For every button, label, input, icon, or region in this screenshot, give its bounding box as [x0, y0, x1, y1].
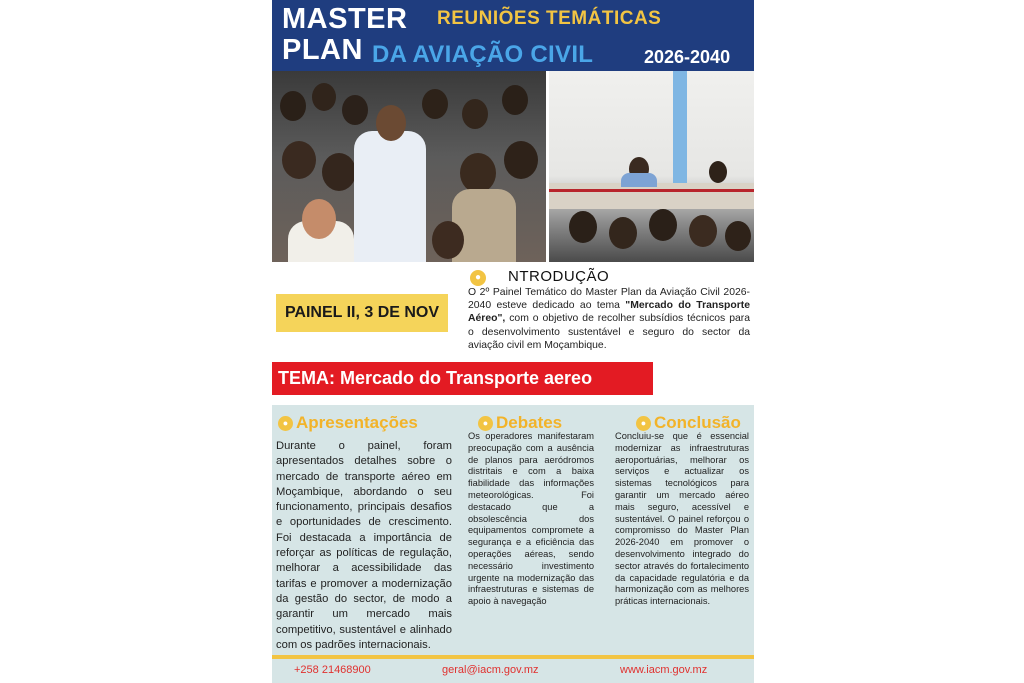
debates-title: Debates — [496, 413, 563, 432]
presentation-icon: ● — [278, 416, 293, 431]
debate-icon: ● — [478, 416, 493, 431]
person-icon: ● — [470, 270, 486, 286]
conclusion-icon: ● — [636, 416, 651, 431]
debates-heading — [478, 413, 562, 433]
tema-banner: TEMA: Mercado do Transporte aereo — [272, 362, 653, 395]
meeting-panel-photo — [549, 71, 754, 262]
meeting-audience-photo — [272, 71, 546, 262]
footer — [272, 659, 754, 683]
intro-text — [468, 286, 750, 352]
intro-text-part2: com o objetivo de recolher subsídios técnicos para o desenvolvimento sustentável e seguro do sector da aviação civil em Moçambique. — [468, 313, 750, 351]
master-plan-line2: PLAN — [282, 34, 363, 66]
apresentacoes-title: Apresentações — [296, 413, 418, 432]
master-plan-line1: MASTER — [282, 3, 408, 35]
panel-date-badge: PAINEL II, 3 DE NOV — [276, 294, 448, 332]
footer-website[interactable]: www.iacm.gov.mz — [620, 664, 708, 676]
debates-text: Os operadores manifestaram preocupação com a ausência de planos para aeródromos distritais e com a baixa fiabilidade das informações meteorológicas. Foi destacado que a obsolescência dos equipamentos compromete a segurança e a eficiência das operações aéreas, sendo necessário investimento urgente na modernização das infraestruturas e sistemas de apoio à navegação — [468, 431, 594, 607]
footer-email[interactable]: geral@iacm.gov.mz — [442, 664, 539, 676]
aviacao-civil-title: DA AVIAÇÃO CIVIL — [372, 41, 594, 68]
years-label: 2026-2040 — [644, 47, 731, 67]
poster — [272, 0, 754, 683]
conclusao-text: Concluiu-se que é essencial modernizar as infraestruturas aeroportuárias, melhorar os serviços e actualizar os sistemas tecnológicos para garantir um mercado aéreo mais seguro, acessível e sustentável. O painel reforçou o compromisso do Master Plan 2026-2040 em promover o desenvolvimento integrado do sector através do fortalecimento da capacidade regulatória e da harmonização com as melhores práticas internacionais. — [615, 431, 749, 607]
apresentacoes-heading — [278, 413, 418, 433]
summary-section — [272, 405, 754, 655]
intro-text-bold: "Mercado do Transporte Aéreo", — [468, 300, 750, 325]
conclusao-heading — [636, 413, 741, 433]
header-banner — [272, 0, 754, 71]
intro-text-part1: O 2º Painel Temático do Master Plan da Aviação Civil 2026-2040 esteve dedicado ao tema — [468, 287, 750, 312]
apresentacoes-text: Durante o painel, foram apresentados detalhes sobre o mercado de transporte aéreo em Moçambique, abordando o seu funcionamento, principais desafios e oportunidades de crescimento. Foi destacada a importância de reforçar as políticas de regulação, melhorar a acessibilidade das tarifas e promover a modernização da gestão do sector, de modo a garantir um mercado mais competitivo, sustentável e alinhado com os padrões internacionais. — [276, 440, 452, 651]
conclusao-title: Conclusão — [654, 413, 741, 432]
intro-title: NTRODUÇÃO — [508, 268, 610, 285]
reunioes-tematicas-title: REUNIÕES TEMÁTICAS — [437, 8, 662, 29]
footer-phone: +258 21468900 — [294, 664, 371, 676]
